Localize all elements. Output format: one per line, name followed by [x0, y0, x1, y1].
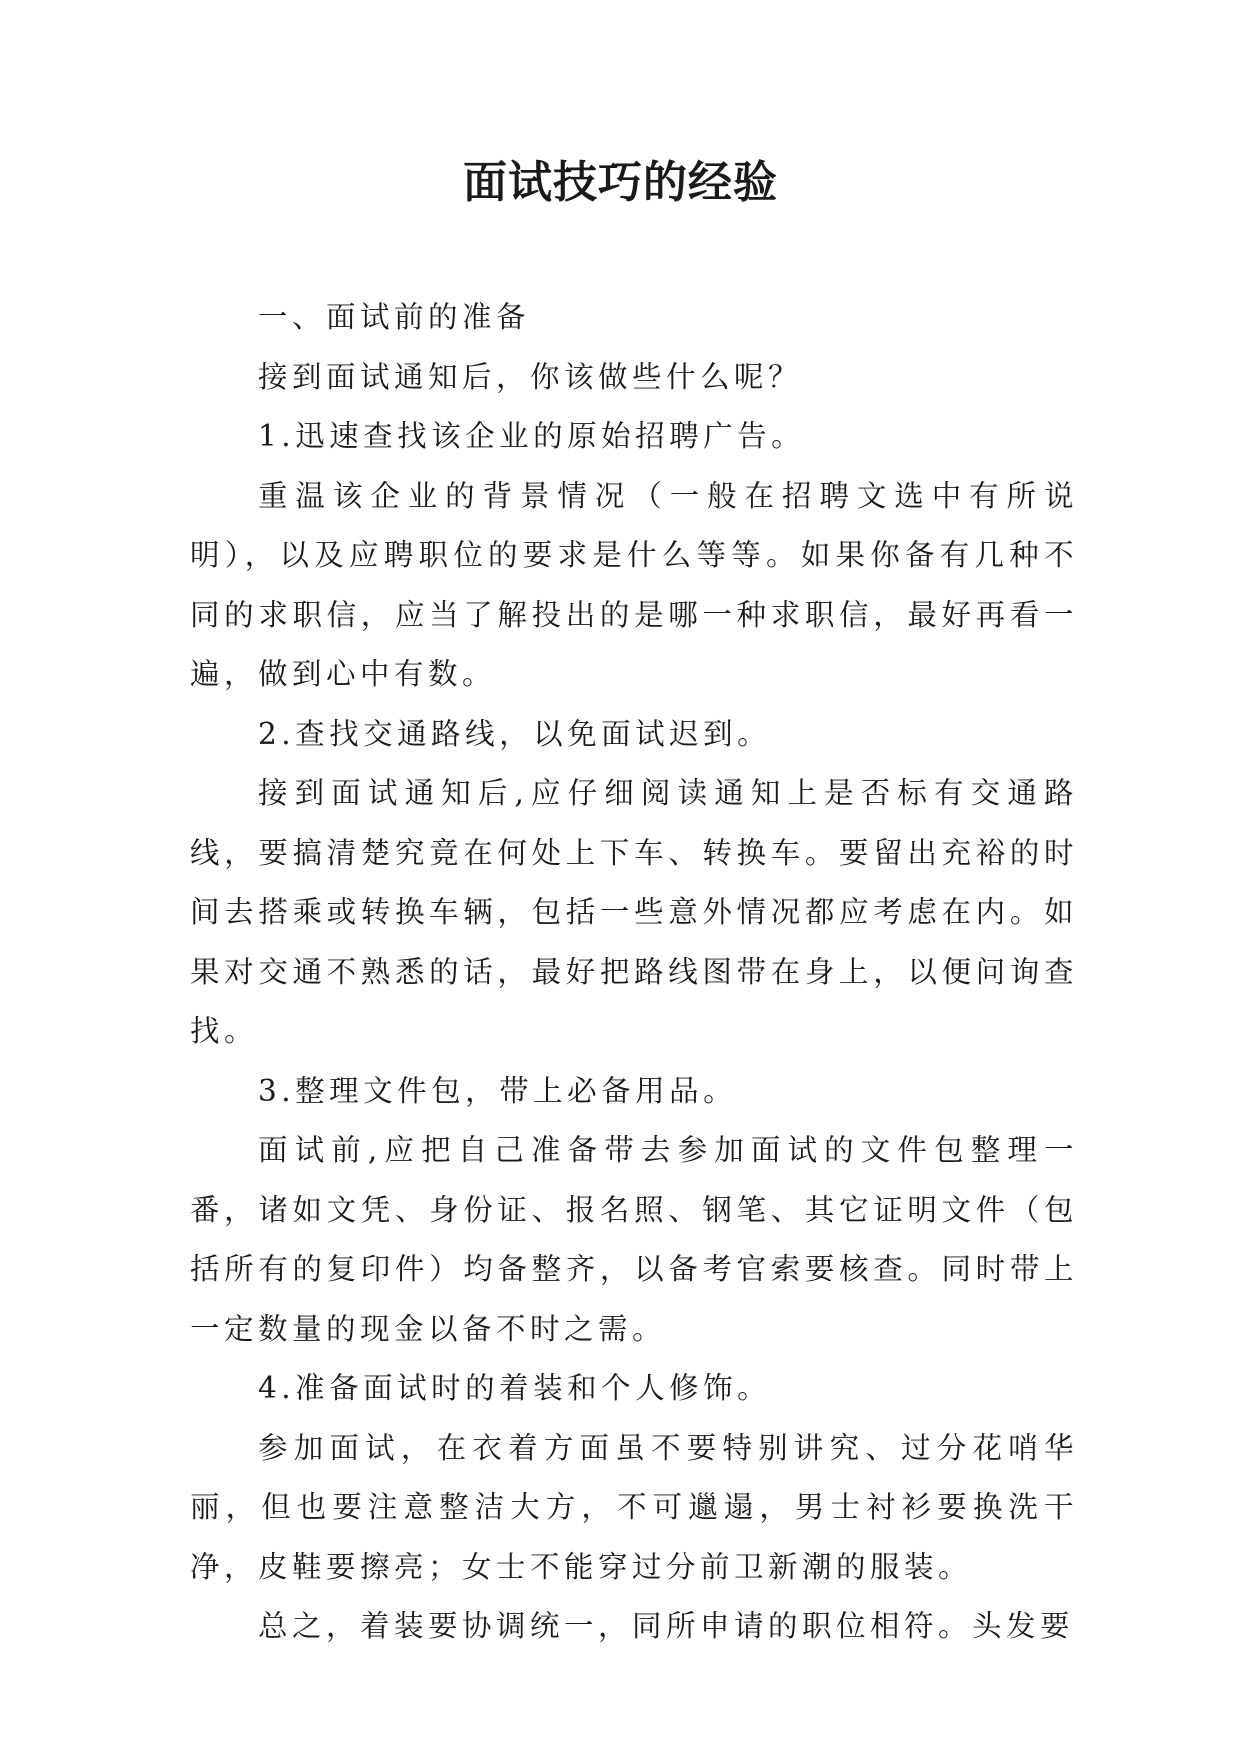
document-title: 面试技巧的经验 [463, 157, 778, 208]
list-item-heading: 3.整理文件包，带上必备用品。 [258, 1073, 738, 1108]
list-item-heading: 2.查找交通路线，以免面试迟到。 [258, 716, 772, 751]
paragraph: 接到面试通知后，你该做些什么呢？ [258, 359, 803, 394]
paragraph: 重温该企业的背景情况（一般在招聘文选中有所说明），以及应聘职位的要求是什么等等。如果你备有几种不同的求职信，应当了解投出的是哪一种求职信，最好再看一遍，做到心中有数。 [190, 478, 1078, 691]
paragraph: 面试前,应把自己准备带去参加面试的文件包整理一番，诸如文凭、身份证、报名照、钢笔、其它证明文件（包括所有的复印件）均备整齐，以备考官索要核查。同时带上一定数量的现金以备不时之需。 [190, 1133, 1078, 1346]
list-item-heading: 4.准备面试时的着装和个人修饰。 [258, 1371, 772, 1405]
paragraph: 参加面试，在衣着方面虽不要特别讲究、过分花哨华丽，但也要注意整洁大方，不可邋遢，男士衬衫要换洗干净，皮鞋要擦亮；女士不能穿过分前卫新潮的服装。 [190, 1430, 1078, 1584]
paragraph: 接到面试通知后,应仔细阅读通知上是否标有交通路线，要搞清楚究竟在何处上下车、转换车。要留出充裕的时间去搭乘或转换车辆，包括一些意外情况都应考虑在内。如果对交通不熟悉的话，最好把路线图带在身上，以便问询查找。 [190, 776, 1078, 1048]
list-item-heading: 1.迅速查找该企业的原始招聘广告。 [258, 419, 806, 453]
document-body [190, 288, 1078, 1657]
section-heading: 一、面试前的准备 [258, 300, 531, 334]
paragraph: 总之，着装要协调统一，同所申请的职位相符。头发要 [258, 1609, 1075, 1643]
